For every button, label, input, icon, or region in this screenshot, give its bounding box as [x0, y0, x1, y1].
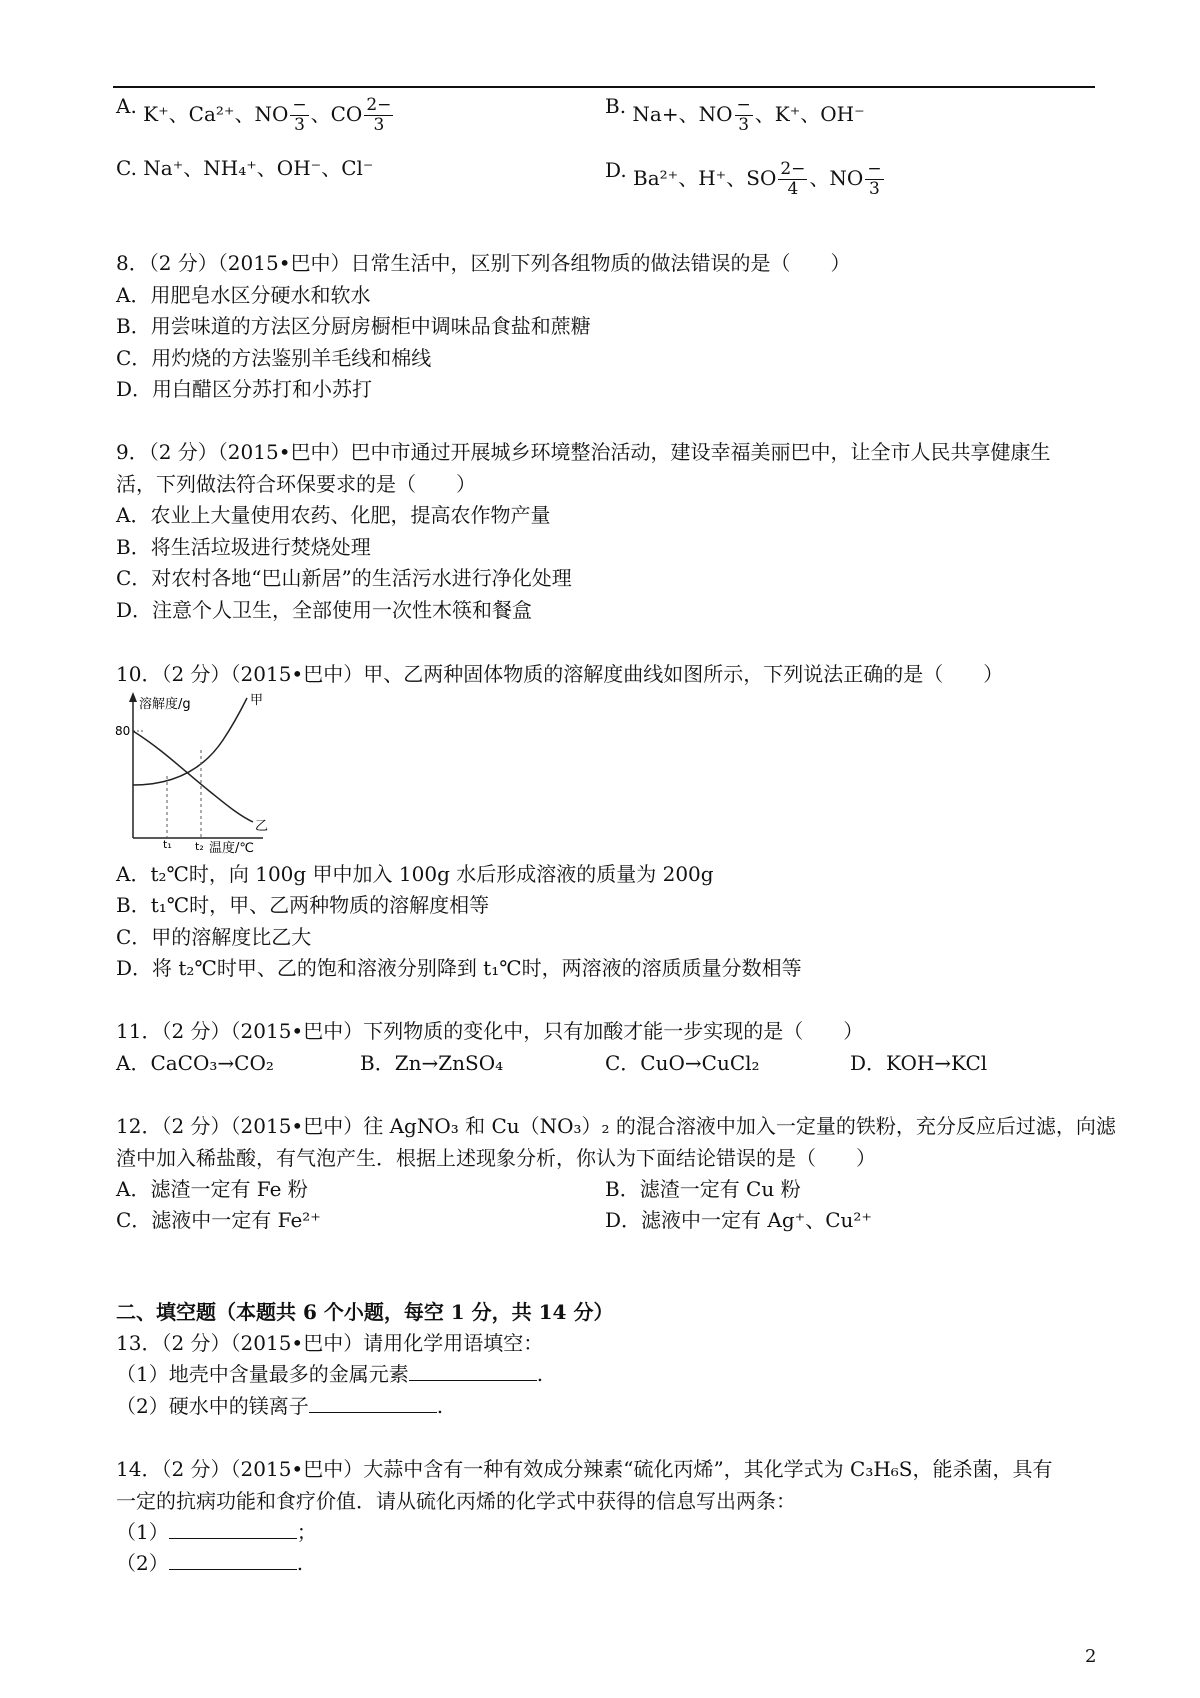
- q8-option-c: C．用灼烧的方法鉴别羊毛线和棉线: [116, 346, 432, 370]
- q14-stem-line2: 一定的抗病功能和食疗价值．请从硫化丙烯的化学式中获得的信息写出两条：: [116, 1489, 796, 1513]
- q9-stem-line2: 活，下列做法符合环保要求的是（ ）: [116, 472, 476, 496]
- q10-stem: 10．（2 分）（2015•巴中）甲、乙两种固体物质的溶解度曲线如图所示，下列说法正确的是（ ）: [116, 662, 1004, 686]
- q11-stem: 11．（2 分）（2015•巴中）下列物质的变化中，只有加酸才能一步实现的是（ ）: [116, 1019, 864, 1043]
- header-rule: [113, 86, 1095, 88]
- series-yi-curve: [133, 731, 253, 822]
- q12-stem-line1: 12．（2 分）（2015•巴中）往 AgNO₃ 和 Cu（NO₃）₂ 的混合溶液中加入一定量的铁粉，充分反应后过滤，向滤: [116, 1114, 1116, 1138]
- q14-stem-line1: 14．（2 分）（2015•巴中）大蒜中含有一种有效成分辣素“硫化丙烯”，其化学式为 C₃H₆S，能杀菌，具有: [116, 1457, 1053, 1481]
- q8-option-d: D．用白醋区分苏打和小苏打: [116, 377, 373, 401]
- fraction-co3: $\frac{2-}{3}$: [366, 95, 392, 135]
- q9-stem-line1: 9．（2 分）（2015•巴中）巴中市通过开展城乡环境整治活动，建设幸福美丽巴中，让全市人民共享健康生: [116, 440, 1051, 464]
- q11-option-a: A．CaCO₃→CO₂: [116, 1051, 274, 1075]
- q11-option-c: C．CuO→CuCl₂: [605, 1051, 760, 1075]
- q9-option-d: D．注意个人卫生，全部使用一次性木筷和餐盒: [116, 598, 533, 622]
- q9-option-b: B．将生活垃圾进行焚烧处理: [116, 535, 371, 559]
- q14-part2: （2） .: [116, 1551, 304, 1575]
- page-number: 2: [1085, 1646, 1097, 1667]
- x-axis-label: 温度/℃: [209, 841, 254, 855]
- fraction-no3: $\frac{-}{3}$: [736, 95, 751, 135]
- q7-option-b: B. Na+、NO $\frac{-}{3}$ 、K⁺、OH⁻: [605, 94, 865, 135]
- q7-option-d: D. Ba²⁺、H⁺、SO $\frac{2-}{4}$ 、NO $\frac{-}{3}$: [605, 158, 882, 199]
- q12-stem-line2: 渣中加入稀盐酸，有气泡产生．根据上述现象分析，你认为下面结论错误的是（ ）: [116, 1146, 876, 1170]
- answer-blank[interactable]: [409, 1362, 537, 1381]
- x-tick-t2: t₂: [195, 840, 204, 853]
- series-jia-label: 甲: [250, 693, 264, 708]
- q10-option-c: C．甲的溶解度比乙大: [116, 925, 312, 949]
- q13-part2: （2）硬水中的镁离子 .: [116, 1394, 444, 1418]
- answer-blank[interactable]: [169, 1520, 297, 1539]
- q12-option-b: B．滤渣一定有 Cu 粉: [605, 1177, 801, 1201]
- q12-option-a: A．滤渣一定有 Fe 粉: [116, 1177, 308, 1201]
- fraction-no3: $\frac{-}{3}$: [867, 159, 882, 199]
- solubility-chart: [113, 690, 273, 855]
- q11-option-d: D．KOH→KCl: [850, 1051, 988, 1075]
- q9-option-a: A．农业上大量使用农药、化肥，提高农作物产量: [116, 503, 551, 527]
- y-axis-arrow: [129, 692, 137, 702]
- q9-option-c: C．对农村各地“巴山新居”的生活污水进行净化处理: [116, 566, 572, 590]
- y-axis-label: 溶解度/g: [139, 697, 191, 712]
- series-yi-label: 乙: [255, 819, 269, 834]
- q12-option-c: C．滤液中一定有 Fe²⁺: [116, 1208, 321, 1232]
- q13-stem: 13．（2 分）（2015•巴中）请用化学用语填空：: [116, 1331, 544, 1355]
- q11-option-b: B．Zn→ZnSO₄: [360, 1051, 504, 1075]
- q7-option-a: A. K⁺、Ca²⁺、NO $\frac{-}{3}$ 、CO $\frac{2-}{3}$: [116, 94, 392, 135]
- answer-blank[interactable]: [169, 1551, 297, 1570]
- q14-part1: （1） ；: [116, 1520, 317, 1544]
- q10-option-d: D．将 t₂℃时甲、乙的饱和溶液分别降到 t₁℃时，两溶液的溶质质量分数相等: [116, 956, 802, 980]
- q7-option-c: C. Na⁺、NH₄⁺、OH⁻、Cl⁻: [116, 156, 374, 180]
- q10-option-a: A．t₂℃时，向 100g 甲中加入 100g 水后形成溶液的质量为 200g: [116, 862, 714, 886]
- y-tick-80: 80: [115, 724, 131, 738]
- section-title: 二、填空题（本题共 6 个小题，每空 1 分，共 14 分）: [116, 1300, 614, 1324]
- q8-option-b: B．用尝味道的方法区分厨房橱柜中调味品食盐和蔗糖: [116, 314, 591, 338]
- fraction-no3: $\frac{-}{3}$: [292, 95, 307, 135]
- q12-option-d: D．滤液中一定有 Ag⁺、Cu²⁺: [605, 1208, 872, 1232]
- q8-option-a: A．用肥皂水区分硬水和软水: [116, 283, 371, 307]
- q8-stem: 8．（2 分）（2015•巴中）日常生活中，区别下列各组物质的做法错误的是（ ）: [116, 251, 851, 275]
- answer-blank[interactable]: [309, 1394, 437, 1413]
- q13-part1: （1）地壳中含量最多的金属元素 .: [116, 1362, 544, 1386]
- x-tick-t1: t₁: [163, 838, 172, 851]
- q10-option-b: B．t₁℃时，甲、乙两种物质的溶解度相等: [116, 893, 490, 917]
- fraction-so4: $\frac{2-}{4}$: [780, 159, 806, 199]
